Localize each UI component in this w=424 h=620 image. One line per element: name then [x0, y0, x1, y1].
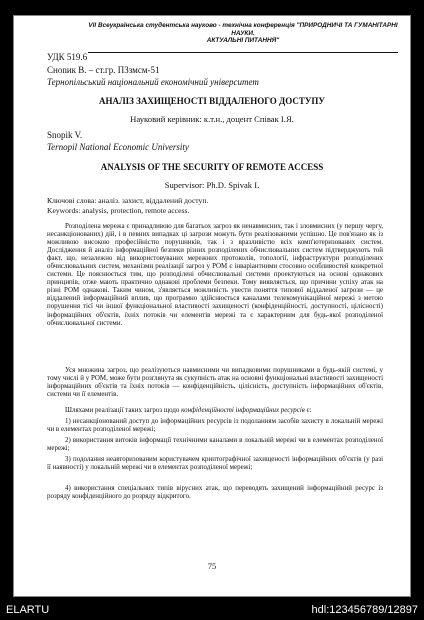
paragraph-2: Уся множина загроз, що реалізуються навмисними чи випадковими порушниками в будь-якій системі, у тому числі й у РОМ, може бути розглянута як сукупність атак на основні функціональні властивості захищеності інформаційних об'єктів та їхніх потоків — конфіденційність, цілісність, доступність інформаційних об'єктів, системи чи її елементів. [47, 366, 383, 399]
supervisor-ua: Науковий керівник: к.т.н., доцент Співак І.Я. [130, 114, 294, 124]
udc-code: УДК 519.6 [47, 52, 88, 62]
keywords-ua: Ключові слова: аналіз. захист, віддалений доступ. [47, 196, 209, 205]
repository-name: ELARTU [6, 604, 50, 616]
document-page [14, 16, 410, 596]
conference-header [88, 22, 398, 53]
affiliation-ua: Тернопільський національний економічний університет [47, 77, 259, 87]
title-en: ANALYSIS OF THE SECURITY OF REMOTE ACCESS [100, 162, 324, 172]
paragraph-3-start: Шляхами реалізації таких загроз щодо [65, 406, 182, 414]
conference-header-line-1: VII Всеукраїнська студентська науково - технічна конференція "ПРИРОДНИЧІ ТА ГУМАНІТАРНІ НАУКИ. [88, 22, 398, 37]
list-item-4: 4) використання спеціальних типів вірусних атак, що переводять захищений інформаційний ресурс із розряду конфіденційного до розряду відкритого. [47, 484, 383, 501]
author-en: Snopik V. [47, 130, 83, 140]
list-item-2: 2) використання витоків інформації технічними каналами в локальній мережі чи в елементах розподіленої мережі; [47, 436, 383, 453]
paragraph-1: Розподілена мережа є принадливою для багатьох загроз як ненавмисних, так і зловмисних (у першу чергу, несанкціонованих) дій, і в певних випадках ці загрози можуть бути реалізованими успішно. Це пов'язано як із можливою високою професійністю порушників, так і з вразливістю всіх комп'ютеризованих систем. Дослідження й аналіз інформаційної безпеки різних розподілених обчислювальних систем підтверджують той факт, що, незалежно від використовуваних мережних протоколів, топології, інфраструктури розподілених обчислювальних систем, механізми реалізації загроз у РОМ є інваріантними стосовно особливостей конкретної системи. Це пояснюється тим, що розподілені обчислювальні системи проектуються на основі однакових принципів, отже мають практично однакові проблеми безпеки. Тому виявляється, що причини успіху атак на різні РОМ однакові. Таким чином, з'являється можливість увести поняття типової віддаленої загрози — це віддалений інформаційний вплив, що програмно здійснюється каналами телекомунікаційної мережі з метою порушення тієї чи іншої функціональної властивості захищеності (конфіденційності, доступності, цілісності) інформаційних об'єктів, їхніх потоків чи елементів мережі та є характерним для будь-якої розподіленої обчислювальної системи. [47, 222, 383, 327]
handle-identifier: hdl:123456789/12897 [311, 604, 418, 616]
page-number: 75 [207, 561, 217, 571]
paragraph-3 [47, 406, 383, 414]
keywords-en: Keywords: analysis, protection, remote access. [47, 206, 190, 215]
affiliation-en: Ternopil National Economic University [47, 142, 189, 152]
repository-footer [0, 600, 424, 620]
author-ua: Сноnик В. – ст.гр. ПЗзмсм-51 [47, 65, 160, 75]
title-ua: АНАЛІЗ ЗАХИЩЕНОСТІ ВІДДАЛЕНОГО ДОСТУПУ [98, 96, 326, 106]
list-item-3: 3) подолання неавторизованим користувачем криптографічної захищеності інформаційних об'єктів (у разі її наявності) у локальній мережі чи в елементах розподіленої мережі; [47, 455, 383, 472]
paragraph-3-emphasis: конфіденційності інформаційних ресурсів [181, 406, 305, 414]
conference-header-line-2: АКТУАЛЬНІ ПИТАННЯ" [206, 37, 280, 44]
paragraph-3-end: є: [304, 406, 312, 414]
supervisor-en: Supervisor: Ph.D. Spivak I. [164, 180, 260, 190]
list-item-1: 1) несанкціонований доступ до інформаційних ресурсів із подоланням засобів захисту в локальній мережі чи в елементах розподіленої мережі; [47, 417, 383, 434]
